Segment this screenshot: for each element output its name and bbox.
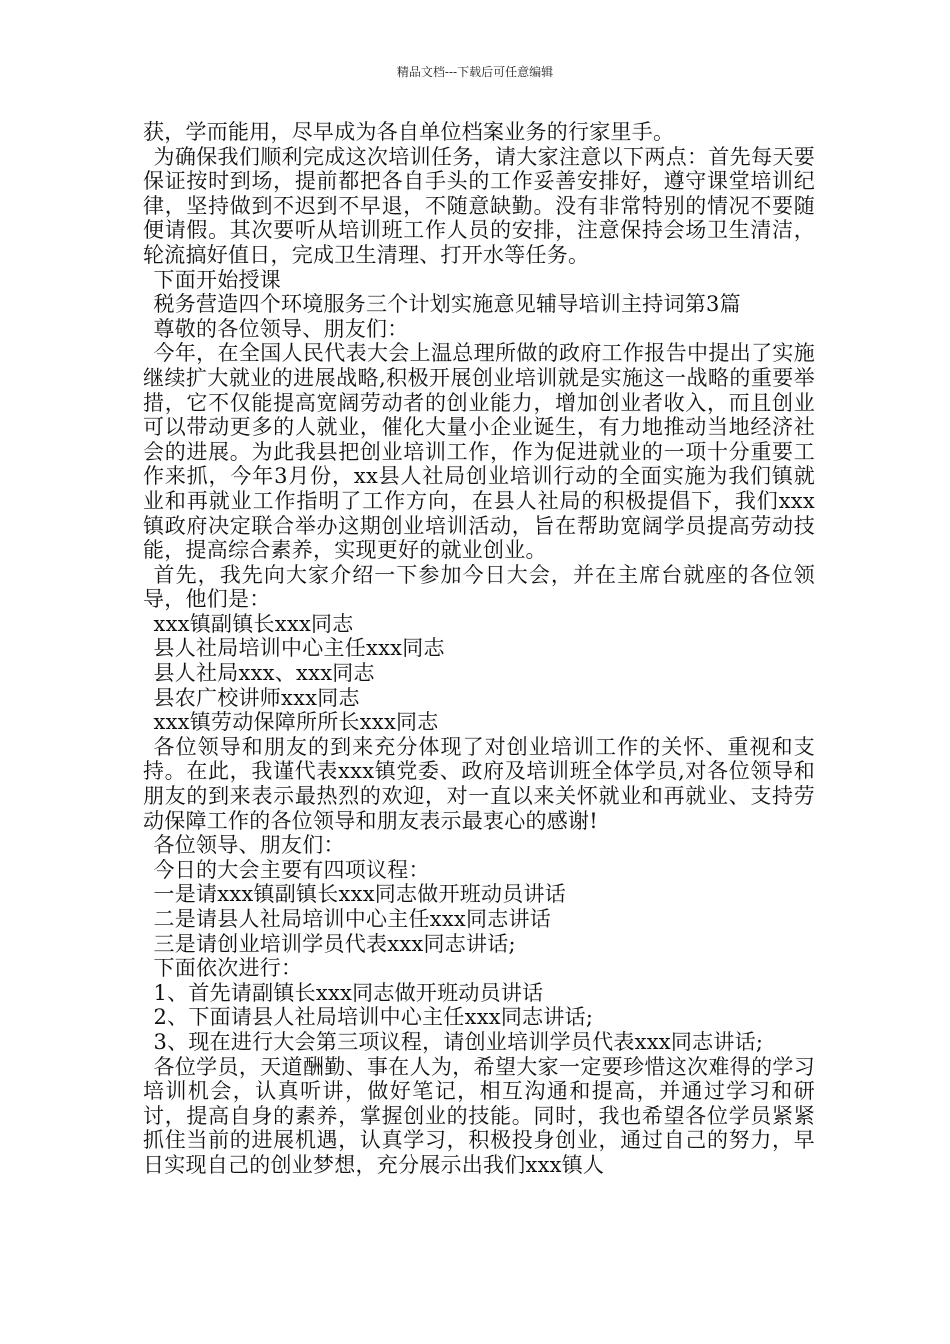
- agenda-item: 一是请xxx镇副镇长xxx同志做开班动员讲话: [153, 882, 567, 907]
- paragraph: 今年，在全国人民代表大会上温总理所做的政府工作报告中提出了实施继续扩大就业的进展战略,积极开展创业培训就是实施这一战略的重要举措，它不仅能提高宽阔劳动者的创业能力，增加创业者收入，而且创业可以带动更多的人就业，催化大量小企业诞生，有力地推动当地经济社会的进展。为此我县把创业培训工作，作为促进就业的一项十分重要工作来抓，今年3月份，xx县人社局创业培训行动的全面实施为我们镇就业和再就业工作指明了工作方向，在县人社局的积极提倡下，我们xxx镇政府决定联合举办这期创业培训活动，旨在帮助宽阔学员提高劳动技能，提高综合素养，实现更好的就业创业。: [143, 341, 815, 563]
- paragraph: 为确保我们顺利完成这次培训任务，请大家注意以下两点：首先每天要保证按时到场，提前都把各自手头的工作妥善安排好，遵守课堂培训纪律，坚持做到不迟到不早退，不随意缺勤。没有非常特别的情况不要随便请假。其次要听从培训班工作人员的安排，注意保持会场卫生清洁，轮流搞好值日，完成卫生清理、打开水等任务。: [143, 144, 815, 267]
- paragraph: 首先，我先向大家介绍一下参加今日大会，并在主席台就座的各位领导，他们是：: [143, 562, 815, 612]
- procedure-item: 2、下面请县人社局培训中心主任xxx同志讲话;: [153, 1005, 594, 1030]
- paragraph: 今日的大会主要有四项议程：: [153, 857, 430, 882]
- page-header: 精品文档---下载后可任意编辑: [396, 65, 554, 79]
- paragraph: 下面开始授课: [153, 267, 281, 292]
- document-body: [143, 120, 815, 1178]
- section-title: 税务营造四个环境服务三个计划实施意见辅导培训主持词第3篇: [153, 292, 741, 317]
- paragraph: 各位领导和朋友的到来充分体现了对创业培训工作的关怀、重视和支持。在此，我谨代表xxx镇党委、政府及培训班全体学员,对各位领导和朋友的到来表示最热烈的欢迎，对一直以来关怀就业和再就业、支持劳动保障工作的各位领导和朋友表示最衷心的感谢!: [143, 734, 815, 833]
- leader-list-item: xxx镇劳动保障所所长xxx同志: [153, 710, 439, 735]
- leader-list-item: 县人社局xxx、xxx同志: [153, 661, 375, 686]
- leader-list-item: 县农广校讲师xxx同志: [153, 685, 360, 710]
- procedure-item: 1、首先请副镇长xxx同志做开班动员讲话: [153, 980, 544, 1005]
- paragraph: 各位学员，天道酬勤、事在人为，希望大家一定要珍惜这次难得的学习培训机会，认真听讲，做好笔记，相互沟通和提高，并通过学习和研讨，提高自身的素养，掌握创业的技能。同时，我也希望各位学员紧紧抓住当前的进展机遇，认真学习，积极投身创业，通过自己的努力，早日实现自己的创业梦想，充分展示出我们xxx镇人: [143, 1054, 815, 1177]
- paragraph: 下面依次进行：: [153, 956, 303, 981]
- leader-list-item: 县人社局培训中心主任xxx同志: [153, 636, 445, 661]
- paragraph: 获，学而能用，尽早成为各自单位档案业务的行家里手。: [143, 120, 675, 144]
- agenda-item: 二是请县人社局培训中心主任xxx同志讲话: [153, 907, 552, 931]
- agenda-item: 三是请创业培训学员代表xxx同志讲话;: [153, 931, 516, 956]
- salutation: 各位领导、朋友们：: [153, 833, 345, 858]
- leader-list-item: xxx镇副镇长xxx同志: [153, 611, 354, 636]
- procedure-item: 3、现在进行大会第三项议程，请创业培训学员代表xxx同志讲话;: [153, 1029, 764, 1054]
- salutation: 尊敬的各位领导、朋友们：: [153, 316, 409, 341]
